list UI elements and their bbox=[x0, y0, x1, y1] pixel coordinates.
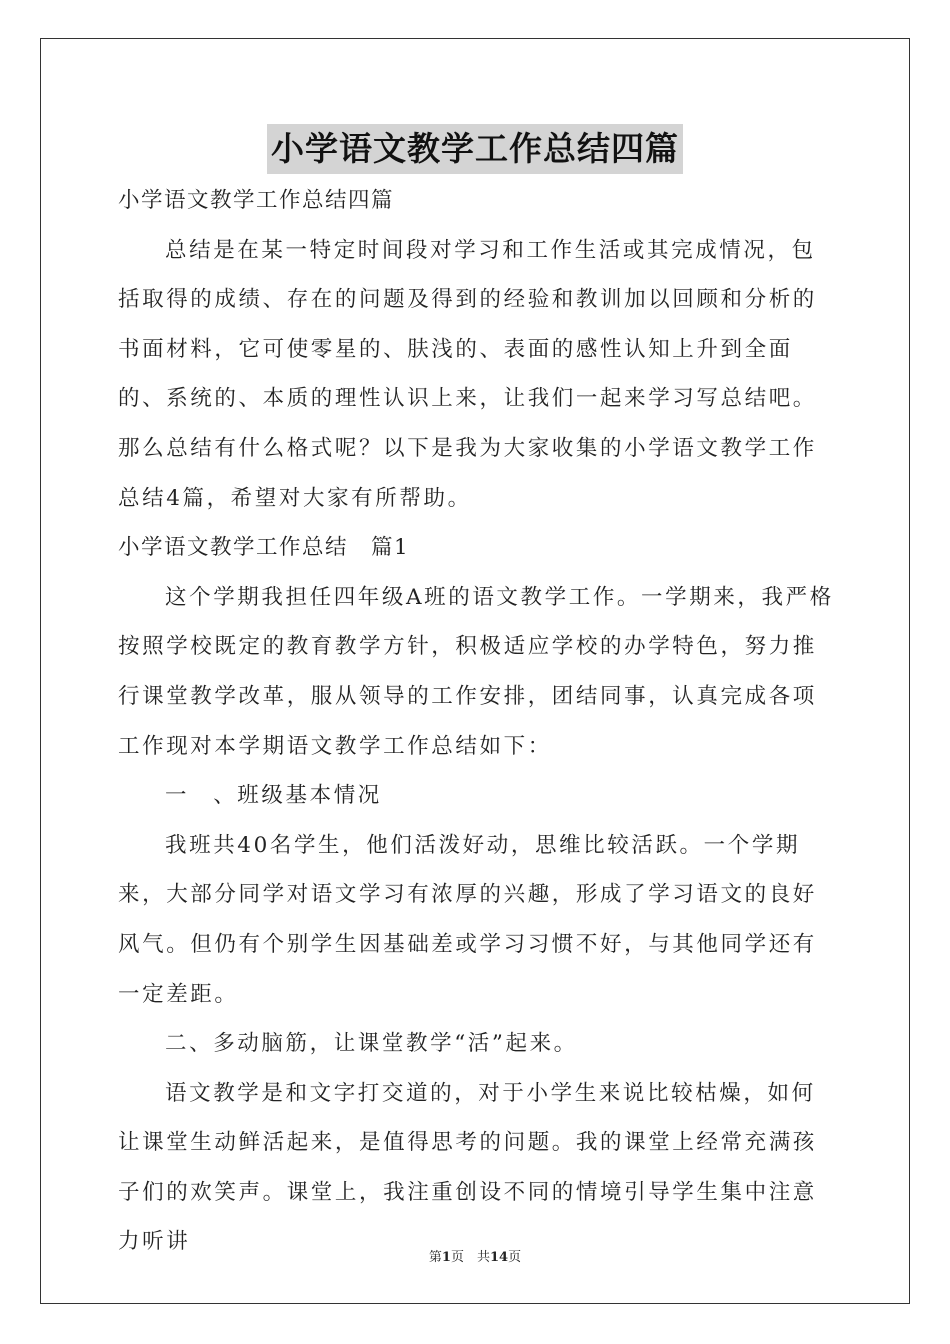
footer-mid: 页 共 bbox=[450, 1250, 490, 1265]
section-heading-active-classroom: 二、多动脑筋，让课堂教学“活”起来。 bbox=[165, 1031, 578, 1057]
body-paragraph: 这个学期我担任四年级A班的语文教学工作。一学期来，我严格按照学校既定的教育教学方针，积极适应学校的办学特色，努力推行课堂教学改革，服从领导的工作安排，团结同事，认真完成各项工作现对本学期语文教学工作总结如下： bbox=[118, 584, 834, 759]
footer-suffix: 页 bbox=[508, 1250, 522, 1265]
current-page-number: 1 bbox=[441, 1250, 451, 1265]
footer-prefix: 第 bbox=[428, 1250, 442, 1265]
title-container bbox=[0, 124, 950, 174]
document-title: 小学语文教学工作总结四篇 bbox=[267, 124, 683, 174]
page-footer bbox=[0, 1246, 950, 1265]
document-body bbox=[118, 176, 838, 1267]
total-page-number: 14 bbox=[489, 1250, 509, 1265]
section-heading-part1: 小学语文教学工作总结 篇1 bbox=[118, 535, 410, 561]
document-subtitle: 小学语文教学工作总结四篇 bbox=[118, 188, 395, 213]
body-paragraph: 我班共40名学生，他们活泼好动，思维比较活跃。一个学期来，大部分同学对语文学习有浓厚的兴趣，形成了学习语文的良好风气。但仍有个别学生因基础差或学习习惯不好，与其他同学还有一定差距。 bbox=[118, 832, 817, 1007]
body-paragraph: 语文教学是和文字打交道的，对于小学生来说比较枯燥，如何让课堂生动鲜活起来，是值得思考的问题。我的课堂上经常充满孩子们的欢笑声。课堂上，我注重创设不同的情境引导学生集中注意力听讲 bbox=[118, 1080, 817, 1255]
intro-paragraph: 总结是在某一特定时间段对学习和工作生活或其完成情况，包括取得的成绩、存在的问题及得到的经验和教训加以回顾和分析的书面材料，它可使零星的、肤浅的、表面的感性认知上升到全面的、系统的、本质的理性认识上来，让我们一起来学习写总结吧。那么总结有什么格式呢？以下是我为大家收集的小学语文教学工作总结4篇，希望对大家有所帮助。 bbox=[118, 237, 817, 511]
section-heading-class-overview: 一 、班级基本情况 bbox=[165, 783, 382, 809]
